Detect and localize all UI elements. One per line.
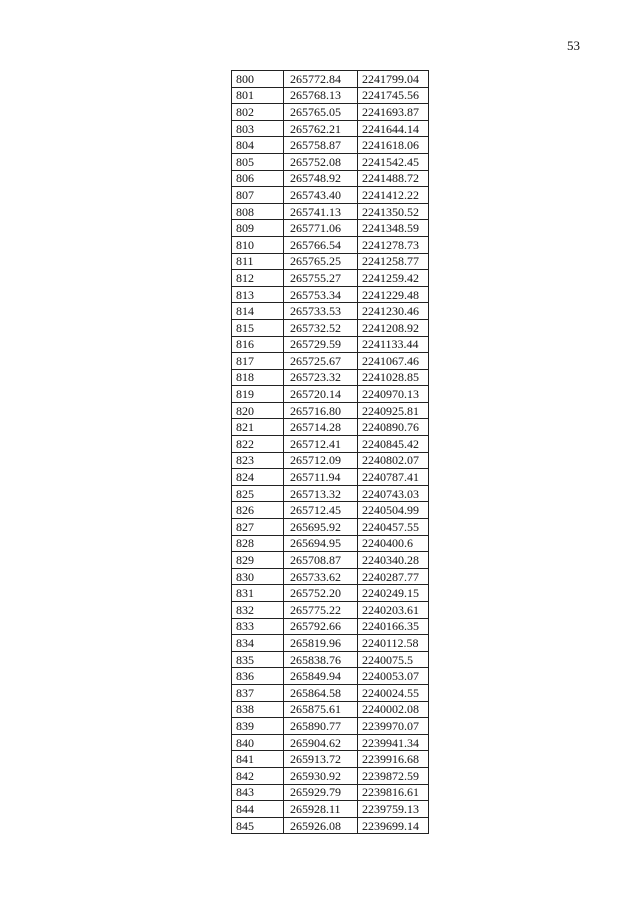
point-id-cell: 806	[232, 170, 284, 187]
y-coordinate-cell: 2240075.5	[358, 651, 429, 668]
table-row	[232, 402, 429, 419]
point-id-cell: 817	[232, 353, 284, 370]
table-row	[232, 452, 429, 469]
table-row	[232, 236, 429, 253]
table-row	[232, 386, 429, 403]
y-coordinate-cell: 2239759.13	[358, 801, 429, 818]
point-id-cell: 805	[232, 153, 284, 170]
y-coordinate-cell: 2241258.77	[358, 253, 429, 270]
table-row	[232, 651, 429, 668]
x-coordinate-cell: 265765.25	[284, 253, 358, 270]
x-coordinate-cell: 265753.34	[284, 286, 358, 303]
point-id-cell: 818	[232, 369, 284, 386]
point-id-cell: 819	[232, 386, 284, 403]
y-coordinate-cell: 2241644.14	[358, 120, 429, 137]
point-id-cell: 816	[232, 336, 284, 353]
point-id-cell: 809	[232, 220, 284, 237]
point-id-cell: 837	[232, 684, 284, 701]
x-coordinate-cell: 265849.94	[284, 668, 358, 685]
y-coordinate-cell: 2240249.15	[358, 585, 429, 602]
y-coordinate-cell: 2240787.41	[358, 469, 429, 486]
x-coordinate-cell: 265733.53	[284, 303, 358, 320]
table-row	[232, 120, 429, 137]
table-row	[232, 71, 429, 88]
y-coordinate-cell: 2239970.07	[358, 718, 429, 735]
x-coordinate-cell: 265713.32	[284, 485, 358, 502]
y-coordinate-cell: 2240802.07	[358, 452, 429, 469]
table-row	[232, 734, 429, 751]
y-coordinate-cell: 2241350.52	[358, 203, 429, 220]
x-coordinate-cell: 265755.27	[284, 270, 358, 287]
y-coordinate-cell: 2241542.45	[358, 153, 429, 170]
table-row	[232, 419, 429, 436]
table-row	[232, 220, 429, 237]
y-coordinate-cell: 2240890.76	[358, 419, 429, 436]
point-id-cell: 803	[232, 120, 284, 137]
y-coordinate-cell: 2241278.73	[358, 236, 429, 253]
x-coordinate-cell: 265930.92	[284, 767, 358, 784]
table-row	[232, 153, 429, 170]
x-coordinate-cell: 265712.09	[284, 452, 358, 469]
y-coordinate-cell: 2240970.13	[358, 386, 429, 403]
x-coordinate-cell: 265765.05	[284, 104, 358, 121]
x-coordinate-cell: 265743.40	[284, 187, 358, 204]
table-row	[232, 253, 429, 270]
table-row	[232, 104, 429, 121]
x-coordinate-cell: 265720.14	[284, 386, 358, 403]
point-id-cell: 823	[232, 452, 284, 469]
x-coordinate-cell: 265775.22	[284, 602, 358, 619]
x-coordinate-cell: 265732.52	[284, 319, 358, 336]
y-coordinate-cell: 2240504.99	[358, 502, 429, 519]
table-row	[232, 436, 429, 453]
x-coordinate-cell: 265711.94	[284, 469, 358, 486]
point-id-cell: 812	[232, 270, 284, 287]
x-coordinate-cell: 265733.62	[284, 568, 358, 585]
y-coordinate-cell: 2240457.55	[358, 519, 429, 536]
page-number: 53	[567, 38, 580, 53]
point-id-cell: 800	[232, 71, 284, 88]
point-id-cell: 815	[232, 319, 284, 336]
x-coordinate-cell: 265716.80	[284, 402, 358, 419]
point-id-cell: 808	[232, 203, 284, 220]
x-coordinate-cell: 265766.54	[284, 236, 358, 253]
table-row	[232, 170, 429, 187]
x-coordinate-cell: 265772.84	[284, 71, 358, 88]
point-id-cell: 827	[232, 519, 284, 536]
table-row	[232, 817, 429, 834]
y-coordinate-cell: 2241067.46	[358, 353, 429, 370]
table-row	[232, 767, 429, 784]
y-coordinate-cell: 2240002.08	[358, 701, 429, 718]
table-row	[232, 137, 429, 154]
y-coordinate-cell: 2241693.87	[358, 104, 429, 121]
y-coordinate-cell: 2241208.92	[358, 319, 429, 336]
y-coordinate-cell: 2239872.59	[358, 767, 429, 784]
point-id-cell: 839	[232, 718, 284, 735]
x-coordinate-cell: 265723.32	[284, 369, 358, 386]
y-coordinate-cell: 2240024.55	[358, 684, 429, 701]
y-coordinate-cell: 2241230.46	[358, 303, 429, 320]
y-coordinate-cell: 2241618.06	[358, 137, 429, 154]
table-row	[232, 187, 429, 204]
table-row	[232, 568, 429, 585]
y-coordinate-cell: 2241412.22	[358, 187, 429, 204]
y-coordinate-cell: 2240287.77	[358, 568, 429, 585]
x-coordinate-cell: 265929.79	[284, 784, 358, 801]
x-coordinate-cell: 265752.20	[284, 585, 358, 602]
y-coordinate-cell: 2240400.6	[358, 535, 429, 552]
y-coordinate-cell: 2240166.35	[358, 618, 429, 635]
x-coordinate-cell: 265712.41	[284, 436, 358, 453]
x-coordinate-cell: 265913.72	[284, 751, 358, 768]
x-coordinate-cell: 265864.58	[284, 684, 358, 701]
table-row	[232, 718, 429, 735]
point-id-cell: 802	[232, 104, 284, 121]
table-row	[232, 270, 429, 287]
y-coordinate-cell: 2240340.28	[358, 552, 429, 569]
table-row	[232, 668, 429, 685]
y-coordinate-cell: 2239916.68	[358, 751, 429, 768]
table-row	[232, 485, 429, 502]
x-coordinate-cell: 265838.76	[284, 651, 358, 668]
point-id-cell: 820	[232, 402, 284, 419]
table-row	[232, 618, 429, 635]
table-row	[232, 369, 429, 386]
point-id-cell: 832	[232, 602, 284, 619]
point-id-cell: 822	[232, 436, 284, 453]
point-id-cell: 833	[232, 618, 284, 635]
y-coordinate-cell: 2241348.59	[358, 220, 429, 237]
point-id-cell: 821	[232, 419, 284, 436]
table-row	[232, 336, 429, 353]
point-id-cell: 838	[232, 701, 284, 718]
table-row	[232, 784, 429, 801]
x-coordinate-cell: 265890.77	[284, 718, 358, 735]
y-coordinate-cell: 2240845.42	[358, 436, 429, 453]
table-row	[232, 87, 429, 104]
y-coordinate-cell: 2239816.61	[358, 784, 429, 801]
point-id-cell: 829	[232, 552, 284, 569]
table-row	[232, 751, 429, 768]
y-coordinate-cell: 2241799.04	[358, 71, 429, 88]
point-id-cell: 826	[232, 502, 284, 519]
x-coordinate-cell: 265748.92	[284, 170, 358, 187]
x-coordinate-cell: 265725.67	[284, 353, 358, 370]
table-row	[232, 684, 429, 701]
x-coordinate-cell: 265926.08	[284, 817, 358, 834]
point-id-cell: 810	[232, 236, 284, 253]
table-row	[232, 319, 429, 336]
point-id-cell: 807	[232, 187, 284, 204]
point-id-cell: 834	[232, 635, 284, 652]
point-id-cell: 836	[232, 668, 284, 685]
point-id-cell: 841	[232, 751, 284, 768]
y-coordinate-cell: 2241229.48	[358, 286, 429, 303]
table-row	[232, 801, 429, 818]
y-coordinate-cell: 2240203.61	[358, 602, 429, 619]
point-id-cell: 840	[232, 734, 284, 751]
y-coordinate-cell: 2241028.85	[358, 369, 429, 386]
table-row	[232, 303, 429, 320]
point-id-cell: 814	[232, 303, 284, 320]
point-id-cell: 828	[232, 535, 284, 552]
y-coordinate-cell: 2241488.72	[358, 170, 429, 187]
point-id-cell: 804	[232, 137, 284, 154]
point-id-cell: 825	[232, 485, 284, 502]
table-row	[232, 552, 429, 569]
y-coordinate-cell: 2241133.44	[358, 336, 429, 353]
point-id-cell: 813	[232, 286, 284, 303]
y-coordinate-cell: 2241745.56	[358, 87, 429, 104]
coordinates-table-body	[232, 71, 429, 834]
x-coordinate-cell: 265694.95	[284, 535, 358, 552]
point-id-cell: 845	[232, 817, 284, 834]
x-coordinate-cell: 265729.59	[284, 336, 358, 353]
point-id-cell: 830	[232, 568, 284, 585]
x-coordinate-cell: 265792.66	[284, 618, 358, 635]
y-coordinate-cell: 2240743.03	[358, 485, 429, 502]
y-coordinate-cell: 2240112.58	[358, 635, 429, 652]
y-coordinate-cell: 2239699.14	[358, 817, 429, 834]
x-coordinate-cell: 265904.62	[284, 734, 358, 751]
x-coordinate-cell: 265708.87	[284, 552, 358, 569]
x-coordinate-cell: 265741.13	[284, 203, 358, 220]
point-id-cell: 811	[232, 253, 284, 270]
x-coordinate-cell: 265695.92	[284, 519, 358, 536]
y-coordinate-cell: 2240925.81	[358, 402, 429, 419]
x-coordinate-cell: 265758.87	[284, 137, 358, 154]
x-coordinate-cell: 265928.11	[284, 801, 358, 818]
x-coordinate-cell: 265819.96	[284, 635, 358, 652]
y-coordinate-cell: 2240053.07	[358, 668, 429, 685]
x-coordinate-cell: 265875.61	[284, 701, 358, 718]
table-row	[232, 353, 429, 370]
table-row	[232, 635, 429, 652]
table-row	[232, 286, 429, 303]
table-row	[232, 519, 429, 536]
x-coordinate-cell: 265771.06	[284, 220, 358, 237]
point-id-cell: 843	[232, 784, 284, 801]
point-id-cell: 801	[232, 87, 284, 104]
table-row	[232, 203, 429, 220]
y-coordinate-cell: 2241259.42	[358, 270, 429, 287]
x-coordinate-cell: 265714.28	[284, 419, 358, 436]
table-row	[232, 535, 429, 552]
table-row	[232, 602, 429, 619]
table-row	[232, 701, 429, 718]
point-id-cell: 824	[232, 469, 284, 486]
coordinates-table	[231, 70, 429, 834]
table-row	[232, 469, 429, 486]
x-coordinate-cell: 265752.08	[284, 153, 358, 170]
point-id-cell: 835	[232, 651, 284, 668]
table-row	[232, 585, 429, 602]
point-id-cell: 842	[232, 767, 284, 784]
y-coordinate-cell: 2239941.34	[358, 734, 429, 751]
point-id-cell: 844	[232, 801, 284, 818]
x-coordinate-cell: 265762.21	[284, 120, 358, 137]
x-coordinate-cell: 265712.45	[284, 502, 358, 519]
point-id-cell: 831	[232, 585, 284, 602]
table-row	[232, 502, 429, 519]
x-coordinate-cell: 265768.13	[284, 87, 358, 104]
